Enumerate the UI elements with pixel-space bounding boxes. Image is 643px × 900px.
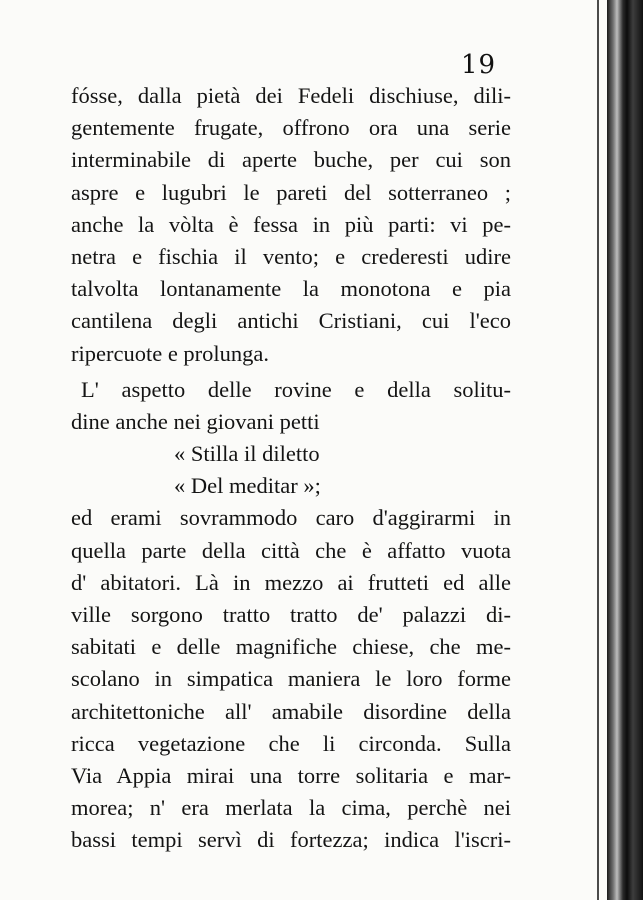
text-line: anche la vòlta è fessa in più parti: vi pe- xyxy=(71,211,511,237)
text-line: sabitati e delle magnifiche chiese, che me- xyxy=(71,634,511,660)
text-line: talvolta lontanamente la monotona e pia xyxy=(71,276,511,302)
gutter-shadow-line xyxy=(597,0,599,900)
text-line: ed erami sovrammodo caro d'aggirarmi in xyxy=(71,505,511,531)
paragraph-start-line: L' aspetto delle rovine e della solitu- xyxy=(81,376,511,402)
text-line: interminabile di aperte buche, per cui son xyxy=(71,147,511,173)
text-line: architettoniche all' amabile disordine della xyxy=(71,698,511,724)
text-line: ricca vegetazione che li circonda. Sulla xyxy=(71,730,511,756)
text-line: quella parte della città che è affatto vuota xyxy=(71,537,511,563)
text-line: d' abitatori. Là in mezzo ai frutteti ed alle xyxy=(71,569,511,595)
text-line: cantilena degli antichi Cristiani, cui l'eco xyxy=(71,308,511,334)
quoted-verse-line: « Stilla il diletto xyxy=(174,441,320,467)
text-line: gentemente frugate, offrono ora una serie xyxy=(71,115,511,141)
text-line: netra e fischia il vento; e crederesti udire xyxy=(71,243,511,269)
text-line: bassi tempi servì di fortezza; indica l'iscri- xyxy=(71,827,511,853)
text-line: aspre e lugubri le pareti del sotterraneo ; xyxy=(71,179,511,205)
page-number: 19 xyxy=(461,50,497,80)
text-line: Via Appia mirai una torre solitaria e mar- xyxy=(71,762,511,788)
text-line: morea; n' era merlata la cima, perchè nei xyxy=(71,795,511,821)
text-line: fósse, dalla pietà dei Fedeli dischiuse, dili- xyxy=(71,83,511,108)
quoted-verse-line: « Del meditar »; xyxy=(174,473,321,499)
text-line: scolano in simpatica maniera le loro forme xyxy=(71,666,511,692)
text-line: dine anche nei giovani petti xyxy=(71,408,320,434)
book-gutter-edge xyxy=(607,0,643,900)
text-line: ville sorgono tratto tratto de' palazzi di- xyxy=(71,602,511,627)
text-line: ripercuote e prolunga. xyxy=(71,340,270,366)
body-text xyxy=(71,80,511,857)
